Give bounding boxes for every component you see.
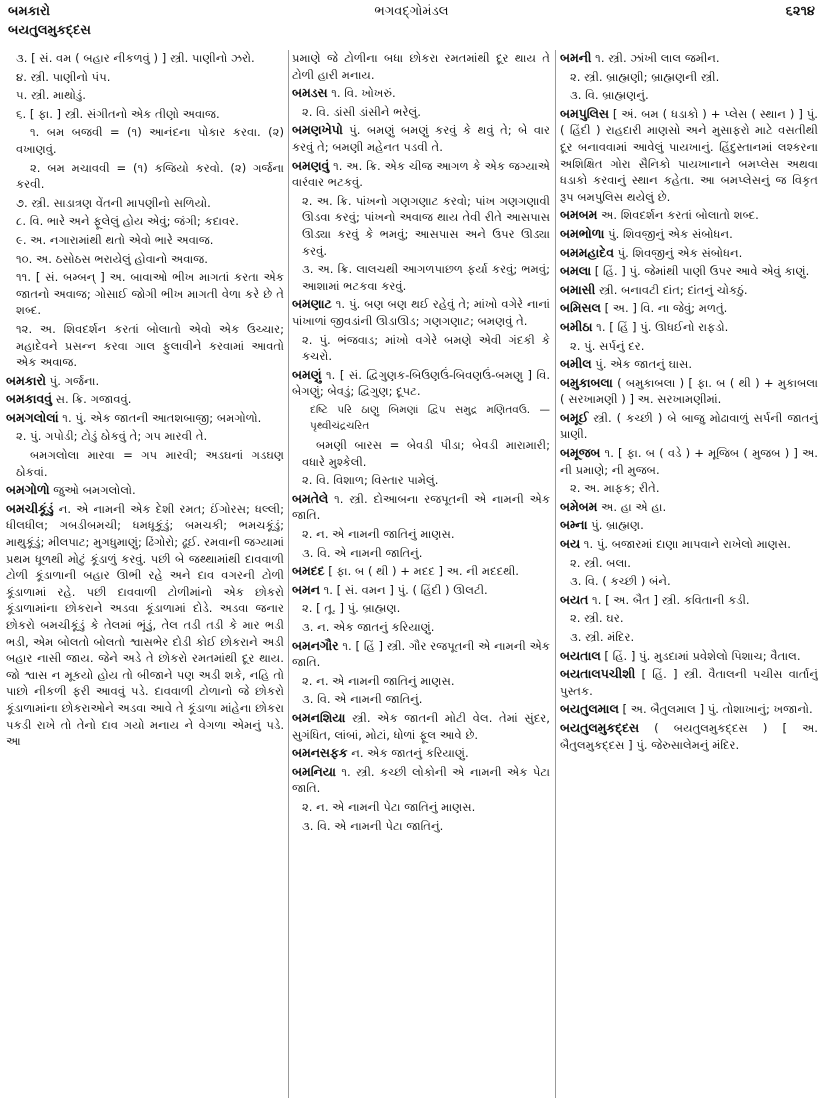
definition-text: સ્ત્રી. બનાવટી દાંત; દાંતનું ચોકઠું. <box>595 282 748 297</box>
definition-text: દષ્ટિ પરિ ઠાણુ બિમણાં દ્વિપ સમુદ્ર મણિતવઉ. —પૃથ્વીચંદ્રચરિત <box>310 403 550 433</box>
dictionary-entry <box>560 263 818 280</box>
headword: બમપુલિસ <box>560 105 609 121</box>
definition-text: [ અં. બમ ( ધડાકો ) + પ્લેસ ( સ્થાન ) ] પું. ( હિંદી ) રાહદારી માણસો અને મુસાફરો માટે વસતીથી દૂર બનાવવામાં આવેલું પાયખાનું. હિંદુસ્તાનમાં લશ્કરના અશિક્ષિત ગોરા સૈનિકો પાયખાનાને બમપ્લેસ અથવા ધડાકો કરવાનું સ્થાન કહેતા. આ બમપ્લેસનું જ વિકૃત રૂપ બમપુલિસ થયેલું છે. <box>560 106 818 204</box>
dictionary-entry <box>292 745 550 762</box>
definition-text: બમણી બારસ = બેવડી પીડા; બેવડી મારામારી; વધારે મુશ્કેલી. <box>302 438 550 469</box>
definition-text: પું. બ્રાહ્મણ. <box>587 518 644 533</box>
sense-line <box>292 261 550 294</box>
sense-line <box>560 87 818 104</box>
sense-line <box>560 69 818 86</box>
citation-quote <box>292 402 550 435</box>
dictionary-entry <box>560 300 818 317</box>
definition-text: ૨. ન. એ નામની જાતિનું માણસ. <box>302 527 455 542</box>
sense-line <box>292 691 550 708</box>
dictionary-entry <box>292 367 550 400</box>
headword: બમૂઈ <box>560 409 589 425</box>
headword: બમેબમ <box>560 498 598 514</box>
definition-text: ૨. સ્ત્રી. ઘર. <box>570 611 624 626</box>
dictionary-entry <box>560 356 818 373</box>
definition-text: ૧. સ્ત્રી. ઝાંખી લાલ જમીન. <box>591 51 720 65</box>
column-divider <box>555 50 556 1098</box>
definition-text: અ. હા એ હા. <box>597 499 667 514</box>
definition-text: સ્ત્રી. એક જાતની મોટી વેલ. તેમાં સુંદર, સુગંધિત, લાંબાં, મોટાં, ધોળાં ફૂલ આવે છે. <box>292 710 550 742</box>
sense-line <box>6 213 284 230</box>
dictionary-entry <box>292 296 550 329</box>
definition-text: ૨. પું. સર્પનું દર. <box>570 338 645 353</box>
definition-text: અ. શિવદર્શન કરતાં બોલાતો શબ્દ. <box>597 208 759 223</box>
definition-text: બમગલોલા મારવા = ગપ મારવી; અડઘનાં ગડઘણ ઠોકવાં. <box>16 448 284 479</box>
headword: બમકાવવું <box>6 391 52 407</box>
definition-text: ૧૧. [ સં. બમ્બન્ ] અ. બાવાઓ ભીખ માગતાં કરતા એક જાતનો અવાજ; ગોસાઈ જોગી ભીખ માગતી વેળા કરે છે તે શબ્દ. <box>16 270 284 318</box>
sense-line <box>6 232 284 249</box>
definition-text: [ ફા. બ ( થી ) + મદદ ] અ. ની મદદથી. <box>324 564 519 579</box>
headword: બયત <box>560 591 589 607</box>
column-3 <box>560 50 818 1100</box>
headword: બમકારો <box>6 372 46 388</box>
definition-text: ૧૨. અ. શિવદર્શન કરતાં બોલાતો એવો એક ઉચ્ચાર; મહાદેવને પ્રસન્ન કરવા ગાલ ફુલાવીને કરવામાં આવતો એક અવાજ. <box>16 321 284 370</box>
headword: બમુકાબલા <box>560 374 613 390</box>
sense-line <box>292 526 550 543</box>
headword: બમિસલ <box>560 300 601 316</box>
definition-text: ૨. સ્ત્રી. બલા. <box>570 555 631 570</box>
dictionary-entry <box>6 391 284 408</box>
dictionary-entry <box>292 638 550 671</box>
headword: બમબમ <box>560 207 598 223</box>
headword: બમનશિયા <box>292 709 346 725</box>
definition-text: સ્ત્રી. ( કચ્છી ) બે બાજુ મોઢાવાળું સર્પની જાતનું પ્રાણી. <box>560 410 818 442</box>
dictionary-entry <box>560 319 818 336</box>
definition-text: ૨. અ. ક્રિ. પાંખનો ગણગણાટ કરવો; પાંખ ગણગણાવી ઊડવા કરવું; પાંખનો અવાજ થાય તેવી રીતે આસપાસ ઊડ્યા કરવું કે ભમવું; આસપાસ અને ઉપર ઊડ્યા કરવું. <box>302 193 550 258</box>
definition-text: ૨. અ. માફક; રીતે. <box>570 481 660 496</box>
page-header <box>8 4 815 44</box>
definition-text: [ હિં. ] સ્ત્રી. વૈતાલની પચીસ વાર્તાનું પુસ્તક. <box>560 667 818 698</box>
definition-text: ૧. પું. બજારમાં દાણા માપવાને રાખેલો માણસ. <box>580 537 791 552</box>
definition-text: ૧. સ્ત્રી. દોઆબના રજપૂતની એ નામની એક જાતિ. <box>292 491 550 523</box>
sense-line <box>6 195 284 212</box>
sense-line <box>6 87 284 104</box>
column-2 <box>292 50 550 1100</box>
page-number: ૬૨૧૪ <box>785 4 815 19</box>
headword: બમનિયા <box>292 763 336 779</box>
definition-text: ન. એક જાતનું કરિયાણું. <box>347 746 469 761</box>
sense-line <box>560 573 818 590</box>
definition-text: પું. ગર્જના. <box>46 373 100 388</box>
headword: બય <box>560 536 581 552</box>
definition-text: ૧. અ. ક્રિ. એક ચીજ આગળ કે એક જગ્યાએ વારંવાર ભટકવું. <box>292 158 550 190</box>
definition-text: ૧. [ ફા. બ ( વડે ) + મૂજિબ ( મુજબ ) ] અ. ની પ્રમાણે; ની મુજબ. <box>560 446 818 477</box>
headword: બયતાલપચીશી <box>560 666 636 682</box>
definition-text: ( બમુકાબલા ) [ ફા. બ ( થી ) + મુકાબલા ( સરખામણી ) ] અ. સરખામણીમાં. <box>560 375 818 407</box>
dictionary-entry <box>560 701 818 718</box>
dictionary-entry <box>6 410 284 427</box>
dictionary-entry <box>292 158 550 191</box>
definition-text: પ્રમાણે જે ટોળીના બધા છોકરા રમતમાંથી દૂર થાય તે ટોળી હારી મનાય. <box>292 51 550 82</box>
dictionary-entry <box>292 764 550 797</box>
dictionary-entry <box>560 226 818 243</box>
dictionary-entry <box>560 50 818 67</box>
sense-line <box>6 50 284 67</box>
dictionary-entry <box>560 106 818 206</box>
headword: બમદદ <box>292 563 325 579</box>
definition-text: ૫. સ્ત્રી. માથોડું. <box>16 88 86 103</box>
dictionary-entry <box>560 517 818 534</box>
definition-text: પું. એક જાતનું ઘાસ. <box>591 357 693 372</box>
column-divider <box>288 50 289 1098</box>
definition-text: પું. શિવજીનું એક સંબોધન. <box>604 226 733 241</box>
definition-text: ૯. અ. નગારામાંથી થતો એવો ભારે અવાજ. <box>16 232 214 247</box>
headword: બમીઠા <box>560 318 593 334</box>
headword: બયતાલ <box>560 647 601 663</box>
dictionary-entry <box>292 491 550 524</box>
definition-text: ૧. બમ બજવી = (૧) આનંદના પોકાર કરવા. (૨) વખાણવું. <box>16 125 284 156</box>
definition-text: [ અ. ] વિ. ના જેવું; મળતું. <box>600 301 728 316</box>
book-title: ભગવદ્ગોમંડલ <box>374 4 449 19</box>
dictionary-entry <box>560 375 818 408</box>
guide-word-last: બયતુલમુકદ્દસ <box>8 23 91 38</box>
definition-text: ૧. વિ. ખોખરું. <box>327 86 396 101</box>
definition-text: ૨. ન. એ નામની જાતિનું માણસ. <box>302 673 455 688</box>
definition-text: [ હિં. ] પું. મુડદામાં પ્રવેશેલો પિશાચ; વૈતાલ. <box>600 648 801 663</box>
idiom-phrase <box>6 447 284 480</box>
sense-line <box>292 619 550 636</box>
headword: બમભોળા <box>560 225 605 241</box>
definition-text: ૩. વિ. એ નામની જાતિનું. <box>302 545 423 560</box>
dictionary-entry <box>560 648 818 665</box>
dictionary-entry <box>560 666 818 699</box>
sense-line <box>292 104 550 121</box>
headword: બમણું <box>292 366 322 382</box>
sense-line <box>292 193 550 259</box>
definition-text: ૨. [ તૂ. ] પું. બ્રાહ્મણ. <box>302 601 401 616</box>
dictionary-entry <box>292 710 550 743</box>
sense-line <box>6 321 284 371</box>
column-1 <box>6 50 284 1100</box>
headword: બમગોળો <box>6 482 50 498</box>
sense-line <box>292 600 550 617</box>
sense-line <box>560 480 818 497</box>
definition-text: ૨. પું. ગપોડી; ટોડું ઠોકવું તે; ગપ મારવી તે. <box>16 429 208 444</box>
definition-text: ૧. [ હિં ] સ્ત્રી. ગૌર રજપૂતની એ નામની એક જાતિ. <box>292 638 550 670</box>
dictionary-entry <box>560 720 818 753</box>
headword: બમીલ <box>560 356 592 372</box>
dictionary-entry <box>292 85 550 102</box>
sense-line <box>292 818 550 835</box>
sense-line <box>292 673 550 690</box>
dictionary-entry <box>6 501 284 750</box>
definition-text: ૧. પું. બણ બણ થઈ રહેવું તે; માંખો વગેરે નાનાં પાંખાળાં જીવડાંની ઊડાઊડ; ગણગણાટ; બમણવું તે. <box>292 297 550 328</box>
definition-text: ૧. સ્ત્રી. કચ્છી લોકોની એ નામની એક પેટા જાતિ. <box>292 764 550 796</box>
definition-text: ૮. વિ. ભારે અને ફૂલેલું હોય એવું; જંગી; કદાવર. <box>16 214 239 229</box>
headword: બમણાટ <box>292 296 332 312</box>
headword: બયતુલમુકદ્દસ <box>560 719 640 735</box>
headword: બમૂજબ <box>560 445 601 461</box>
sense-line <box>6 269 284 319</box>
definition-text: ૧. [ હિં ] પું. ઊધઈનો રાફડો. <box>592 319 729 334</box>
guide-word-first: બમકારો <box>8 4 50 19</box>
definition-text: ૭. સ્ત્રી. સાડાત્રણ વેંતની માપણીનો સળિયો. <box>16 195 211 210</box>
idiom-phrase <box>6 160 284 193</box>
dictionary-entry <box>560 592 818 609</box>
dictionary-entry <box>292 582 550 599</box>
dictionary-entry <box>560 410 818 443</box>
headword: બમતેલે <box>292 490 329 506</box>
headword: બમનગૌર <box>292 637 339 653</box>
headword: બમચીકૂંડું <box>6 500 54 516</box>
definition-text: ૨. ન. એ નામની પેટા જાતિનું માણસ. <box>302 799 476 814</box>
definition-text: ૩. વિ. ( કચ્છી ) બંને. <box>570 574 671 589</box>
headword: બમ્ના <box>560 517 588 533</box>
headword: બમનસફક <box>292 745 348 761</box>
idiom-phrase <box>6 124 284 157</box>
definition-text: ૨. પું. ભંજવાડ; માંખો વગેરે બમણે એવી ગંદકી કે કચરો. <box>302 332 550 364</box>
idiom-phrase <box>292 437 550 470</box>
headword: બમની <box>560 50 592 65</box>
sense-line <box>292 799 550 816</box>
headword: બમન <box>292 581 320 597</box>
definition-text: ૨. વિ. ડાંસી ડાંસીને ભરેલું. <box>302 104 421 119</box>
definition-text: જુઓ બમગલોલો. <box>49 483 136 498</box>
definition-text: ૩. અ. ક્રિ. લાલચથી આગળપાછળ ફર્યા કરવું; ભમવું; આશામાં ભટકવા કરવું. <box>302 262 550 293</box>
definition-text: [ હિં. ] પું. જેમાંથી પાણી ઉપર આવે એવું કાણું. <box>591 264 810 279</box>
headword: બમણવું <box>292 157 330 173</box>
dictionary-entry <box>6 482 284 499</box>
sense-line <box>560 610 818 627</box>
dictionary-entry <box>292 50 550 83</box>
dictionary-entry <box>560 245 818 262</box>
definition-text: [ અ. બૈતુલમાલ ] પું. તોશાખાનું; ખજાનો. <box>618 702 813 717</box>
definition-text: ૩. સ્ત્રી. મંદિર. <box>570 630 635 644</box>
headword: બમગલોલાં <box>6 409 59 425</box>
definition-text: ૨. બમ મચાવવી = (૧) કજિયો કરવો. (૨) ગર્જના કરવી. <box>16 160 284 192</box>
dictionary-entry <box>560 445 818 478</box>
sense-line <box>6 251 284 268</box>
sense-line <box>6 106 284 123</box>
definition-text: ૩. વિ. એ નામની પેટા જાતિનું. <box>302 818 444 833</box>
definition-text: પું. બમણું બમણું કરવું કે થવું તે; બે વાર કરવું તે; બમણી મહેનત પડવી તે. <box>292 123 550 154</box>
sense-line <box>292 332 550 365</box>
definition-text: ૩. વિ. બ્રાહ્મણનું. <box>570 88 649 103</box>
definition-text: ન. એ નામની એક દેશી રમત; ઈંગોરસ; ધલ્લી; ધીલધીલ; ગબડીબમચી; ધમધૂકૂંડું; બમચકી; ભમચકૂંડું; માથુકૂંડું; મીલપાટ; મુગધુમાણું; ઢિંગોરો; ઢૂઈ. રમવાની જગ્યામાં પ્રથમ ધૂળથી મોટું કૂંડાળું કરવું. પછી બે જથ્થામાંથી દાવવાળી ટોળી કૂંડાળાની બહાર ઊભી રહે અને દાવ વગરની ટોળી કૂંડાળામાં રહે. પછી દાવવાળી ટોળીમાંનો એક છોકરો કૂંડાળામાંના છોકરાને અડવા કૂંડાળામાં દોડે. અડવા જનાર છોકરો બમચીકૂંડું કે તેલમાં ભૂંડું, તેલ તડી તડી કે માર ભડી ભડી, એમ બોલતો બોલતો શ્વાસભેર દોડી કોઈ છોકરાને અડી બહાર નાસી જાય. જેને અડે તે છોકરો રમતમાંથી દૂર થાય. જો શ્વાસ ન મૂકયો હોય તો બીજાને પણ અડી શકે, નહિ તો પાછો નીકળી ફરી આવવું પડે. દાવવાળી ટોળાનો જે છોકરો કૂંડાળામાંના છોકરાઓને અડવા આવે તે કૂંડાળા માંહેના છોકરા પકડી રાખે તો તેનો દાવ ગયો મનાય ને વેગળા એમનું પડે. આ <box>6 501 284 749</box>
definition-text: ૧૦. અ. ઠસોઠસ ભરાયેલું હોવાનો અવાજ. <box>16 251 208 266</box>
dictionary-entry <box>292 563 550 580</box>
definition-text: સ. ક્રિ. ગજાવવું. <box>51 392 132 407</box>
headword: બમણખેપો <box>292 122 343 138</box>
sense-line <box>292 472 550 489</box>
definition-text: ૩. વિ. એ નામની જાતિનું. <box>302 692 423 707</box>
definition-text: ૧. [ અ. બૈત ] સ્ત્રી. કવિતાની કડી. <box>588 592 750 607</box>
definition-text: ૧. પું. એક જાતની આતશબાજી; બમગોળો. <box>58 410 262 425</box>
definition-text: ( બયતુલમુકદ્દસ ) [ અ. બૈતુલમુકદ્દસ ] પું. જેરુસાલેમનું મંદિર. <box>560 720 818 752</box>
definition-text: પું. શિવજીનું એક સંબોધન. <box>613 245 743 260</box>
definition-text: ૧. [ સં. વમન ] પું. ( હિંદી ) ઊલટી. <box>319 582 488 597</box>
definition-text: ૩. [ સં. વમ ( બહાર નીકળવું ) ] સ્ત્રી. પાણીનો ઝરો. <box>16 51 255 65</box>
definition-text: ૬. [ ફા. ] સ્ત્રી. સંગીતનો એક તીણો અવાજ. <box>16 106 220 121</box>
definition-text: ૪. સ્ત્રી. પાણીનો પંપ. <box>16 69 111 84</box>
dictionary-entry <box>560 282 818 299</box>
dictionary-entry <box>292 122 550 155</box>
sense-line <box>560 338 818 355</box>
definition-text: ૩. ન. એક જાતનું કરિયાણું. <box>302 620 435 634</box>
definition-text: ૨. વિ. વિશાળ; વિસ્તાર પામેલું. <box>302 473 439 488</box>
headword: બયતુલમાલ <box>560 701 619 717</box>
headword: બમડસ <box>292 85 328 101</box>
headword: બમમહાદેવ <box>560 244 614 260</box>
definition-text: ૧. [ સં. દ્વિગુણક-બિઉણઉં-બિવણઉં-બમણુ ] વિ. બેગણું; બેવડું; દ્વિગુણ; દૂપટ. <box>292 367 550 399</box>
sense-line <box>292 545 550 562</box>
sense-line <box>6 428 284 445</box>
headword: બમલા <box>560 263 592 279</box>
sense-line <box>560 555 818 572</box>
dictionary-entry <box>560 207 818 224</box>
definition-text: ૨. સ્ત્રી. બ્રાહ્મણી; બ્રાહ્મણની સ્ત્રી. <box>570 69 720 84</box>
dictionary-entry <box>560 536 818 553</box>
headword: બમાસી <box>560 281 596 297</box>
dictionary-entry <box>560 499 818 516</box>
sense-line <box>560 629 818 646</box>
sense-line <box>6 69 284 86</box>
dictionary-entry <box>6 373 284 390</box>
